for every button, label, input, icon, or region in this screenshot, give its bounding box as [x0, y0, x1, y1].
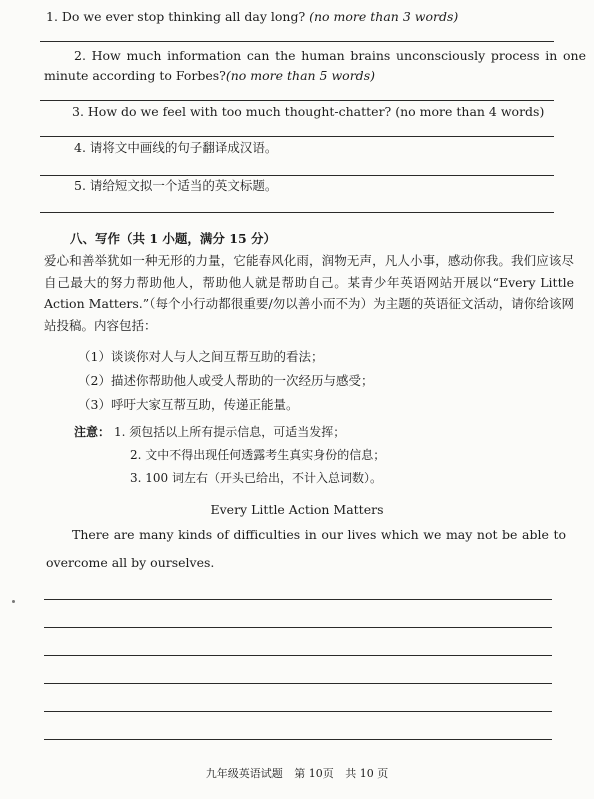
writing-line [44, 739, 552, 740]
writing-line [44, 627, 552, 628]
answer-line-1 [40, 41, 554, 42]
question-1-hint: (no more than 3 words) [309, 9, 459, 24]
writing-line [44, 599, 552, 600]
footer-total-pages: 共 10 页 [345, 767, 389, 780]
point-3: （3）呼吁大家互帮互助，传递正能量。 [78, 397, 299, 412]
question-5-text: 5. 请给短文拟一个适当的英文标题。 [74, 178, 278, 193]
essay-opening: There are many kinds of difficulties in our lives which we may not be able to overcome all by ourselves. [46, 527, 566, 570]
question-1 [46, 9, 458, 25]
note-1: 1. 须包括以上所有提示信息，可适当发挥； [114, 425, 346, 439]
point-2: （2）描述你帮助他人或受人帮助的一次经历与感受； [78, 373, 374, 388]
question-2-text: 2. How much information can the human brains unconsciously process in one minute according to Forbes? [44, 48, 586, 83]
footer-exam-name: 九年级英语试题 [205, 767, 283, 780]
question-3 [72, 104, 544, 120]
question-1-text: 1. Do we ever stop thinking all day long? [46, 9, 310, 24]
question-2-hint: (no more than 5 words) [225, 68, 375, 83]
question-5 [74, 178, 277, 194]
answer-line-4 [40, 175, 554, 176]
note-label: 注意： [74, 425, 111, 439]
section-heading: 八、写作（共 1 小题，满分 15 分） [70, 231, 277, 246]
note-3: 3. 100 词左右（开头已给出，不计入总词数）。 [130, 471, 382, 485]
footer-page-number: 第 10页 [294, 767, 334, 780]
answer-line-2 [40, 100, 554, 101]
page-footer [0, 765, 594, 781]
answer-line-5 [40, 212, 554, 213]
writing-line [44, 683, 552, 684]
answer-line-3 [40, 136, 554, 137]
question-4-text: 4. 请将文中画线的句子翻译成汉语。 [74, 140, 278, 155]
section-intro: 爱心和善举犹如一种无形的力量，它能春风化雨，润物无声，凡人小事，感动你我。我们应该尽自己最大的努力帮助他人，帮助他人就是帮助自己。某青少年英语网站开展以“Every Little Action Matters.”（每个小行动都很重要/勿以善小而不为）为主题的英语征文活动，请你给该网站投稿。内容包括： [44, 253, 574, 333]
question-4 [74, 140, 277, 156]
scan-speck [12, 600, 15, 603]
question-3-text: 3. How do we feel with too much thought-chatter? (no more than 4 words) [72, 104, 545, 119]
writing-line [44, 655, 552, 656]
writing-line [44, 711, 552, 712]
note-2: 2. 文中不得出现任何透露考生真实身份的信息； [130, 448, 386, 462]
question-2 [44, 46, 586, 86]
point-1: （1）谈谈你对人与人之间互帮互助的看法； [78, 349, 324, 364]
essay-title: Every Little Action Matters [210, 502, 384, 517]
